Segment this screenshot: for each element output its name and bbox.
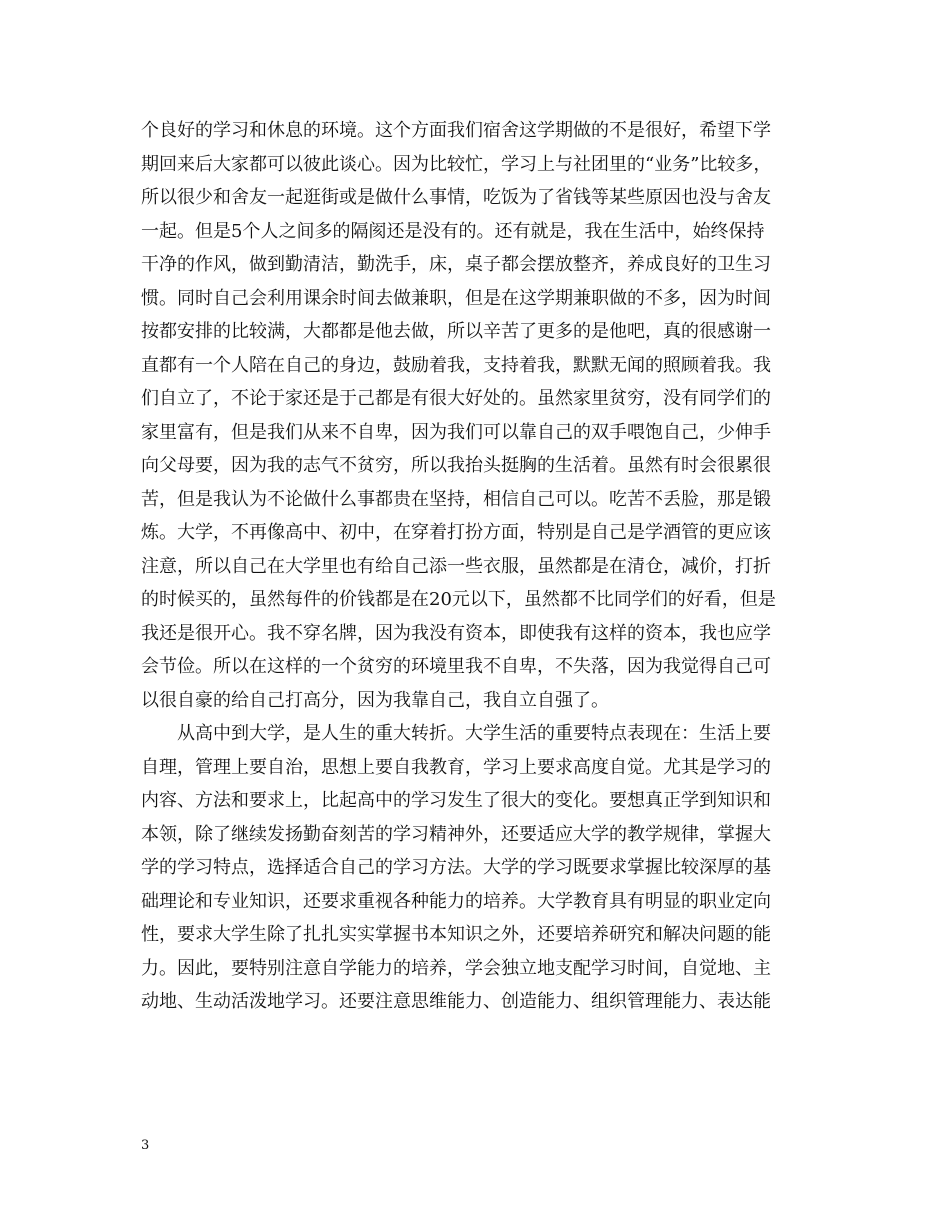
text-line: 本领，除了继续发扬勤奋刻苦的学习精神外，还要适应大学的教学规律，掌握大	[141, 823, 771, 845]
text-line: 苦，但是我认为不论做什么事都贵在坚持，相信自己可以。吃苦不丢脸，那是锻	[141, 488, 771, 510]
text-line: 自理，管理上要自治，思想上要自我教育，学习上要求高度自觉。尤其是学习的	[141, 756, 771, 778]
text-line: 我还是很开心。我不穿名牌，因为我没有资本，即使我有这样的资本，我也应学	[141, 622, 771, 644]
text-line: 从高中到大学，是人生的重大转折。大学生活的重要特点表现在：生活上要	[141, 723, 771, 744]
text-line: 动地、生动活泼地学习。还要注意思维能力、创造能力、组织管理能力、表达能	[141, 991, 771, 1012]
text-line: 炼。大学，不再像高中、初中，在穿着打扮方面，特别是自己是学酒管的更应该	[141, 522, 771, 543]
text-line: 础理论和专业知识，还要求重视各种能力的培养。大学教育具有明显的职业定向	[141, 890, 771, 912]
text-line: 性，要求大学生除了扎扎实实掌握书本知识之外，还要培养研究和解决问题的能	[141, 924, 771, 945]
text-line: 力。因此，要特别注意自学能力的培养，学会独立地支配学习时间，自觉地、主	[141, 957, 771, 979]
text-line: 惯。同时自己会利用课余时间去做兼职，但是在这学期兼职做的不多，因为时间	[141, 287, 771, 309]
text-line: 个良好的学习和休息的环境。这个方面我们宿舍这学期做的不是很好，希望下学	[141, 120, 771, 141]
text-line: 一起。但是5个人之间多的隔阂还是没有的。还有就是，我在生活中，始终保持	[141, 220, 765, 242]
text-line: 内容、方法和要求上，比起高中的学习发生了很大的变化。要想真正学到知识和	[141, 790, 771, 811]
text-line: 的时候买的，虽然每件的价钱都是在20元以下，虽然都不比同学们的好看，但是	[141, 589, 776, 610]
text-line: 注意，所以自己在大学里也有给自己添一些衣服，虽然都是在清仓，减价，打折	[141, 555, 771, 577]
text-line: 期回来后大家都可以彼此谈心。因为比较忙，学习上与社团里的“业务”比较多，	[141, 153, 772, 175]
text-line: 会节俭。所以在这样的一个贫穷的环境里我不自卑，不失落，因为我觉得自己可	[141, 656, 771, 677]
text-line: 以很自豪的给自己打高分，因为我靠自己，我自立自强了。	[141, 689, 609, 711]
text-line: 们自立了，不论于家还是于己都是有很大好处的。虽然家里贫穷，没有同学们的	[141, 388, 771, 409]
text-line: 干净的作风，做到勤清洁，勤洗手，床，桌子都会摆放整齐，养成良好的卫生习	[141, 254, 771, 275]
text-line: 直都有一个人陪在自己的身边，鼓励着我，支持着我，默默无闻的照顾着我。我	[141, 354, 771, 376]
text-line: 学的学习特点，选择适合自己的学习方法。大学的学习既要求掌握比较深厚的基	[141, 857, 771, 878]
body-text	[141, 114, 813, 1019]
text-line: 按都安排的比较满，大都都是他去做，所以辛苦了更多的是他吧，真的很感谢一	[141, 321, 771, 342]
text-line: 家里富有，但是我们从来不自卑，因为我们可以靠自己的双手喂饱自己，少伸手	[141, 421, 771, 443]
text-line: 向父母要，因为我的志气不贫穷，所以我抬头挺胸的生活着。虽然有时会很累很	[141, 455, 771, 476]
text-line: 所以很少和舍友一起逛街或是做什么事情，吃饭为了省钱等某些原因也没与舍友	[141, 187, 771, 208]
page-number: 3	[141, 1138, 150, 1153]
